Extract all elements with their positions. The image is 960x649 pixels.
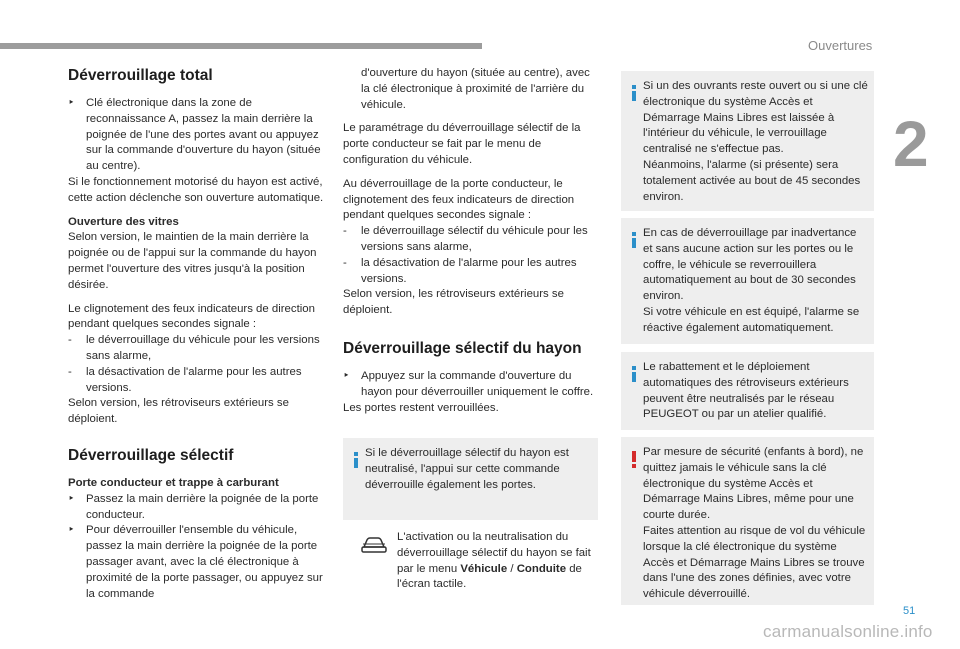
subheading-driver-door: Porte conducteur et trappe à carburant — [68, 476, 279, 489]
heading-selective-tailgate: Déverrouillage sélectif du hayon — [343, 339, 582, 357]
list-item: - le déverrouillage sélectif du véhicule pour les versions sans alarme, — [343, 225, 588, 253]
arrow-bullet-icon: ‣ — [343, 369, 350, 382]
paragraph: d'ouverture du hayon (située au centre), avec la clé électronique à proximité de l'arrière du véhicule. — [361, 67, 590, 111]
paragraph: Selon version, les rétroviseurs extérieurs se déploient. — [343, 288, 564, 317]
info-icon — [631, 366, 637, 382]
list-item: ‣ Clé électronique dans la zone de reconnaissance A, passez la main derrière la poignée de l'une des portes avant ou appuyez sur la commande d'ouverture du hayon (située au centre). — [68, 97, 321, 173]
chapter-number: 2 — [893, 108, 929, 180]
paragraph: Les portes restent verrouillées. — [343, 401, 499, 414]
info-icon — [353, 452, 359, 468]
car-icon — [360, 534, 388, 556]
paragraph: Au déverrouillage de la porte conducteur, le clignotement des feux indicateurs de direction pendant quelques secondes signale : — [343, 177, 575, 222]
touchscreen-note: L'activation ou la neutralisation du déverrouillage sélectif du hayon se fait par le menu Véhicule / Conduite de l'écran tactile. — [397, 531, 591, 591]
warning-icon — [631, 451, 637, 467]
list-item: ‣ Passez la main derrière la poignée de la porte conducteur. — [68, 492, 319, 521]
arrow-bullet-icon: ‣ — [68, 97, 75, 109]
column-left — [68, 66, 324, 602]
column-middle — [343, 66, 599, 416]
arrow-bullet-icon: ‣ — [68, 492, 75, 505]
arrow-bullet-icon: ‣ — [68, 524, 75, 537]
header-bar — [0, 43, 482, 49]
paragraph: Si le fonctionnement motorisé du hayon est activé, cette action déclenche son ouverture automatique. — [68, 175, 324, 204]
paragraph: Selon version, le maintien de la main derrière la poignée ou de l'appui sur la commande du hayon permet l'ouverture des vitres jusqu'à la position désirée. — [68, 231, 317, 291]
list-item: - la désactivation de l'alarme pour les autres versions. — [343, 256, 577, 285]
watermark: carmanualsonline.info — [763, 622, 933, 641]
subheading-windows: Ouverture des vitres — [68, 215, 179, 228]
page-number: 51 — [903, 605, 916, 617]
list-item: ‣ Pour déverrouiller l'ensemble du véhicule, passez la main derrière la poignée de la porte passager avant, avec la clé électronique à proximité de la porte passager, ou appuyez sur la commande — [68, 524, 323, 600]
info-note-mirrors: Le rabattement et le déploiement automatiques des rétroviseurs extérieurs peuvent être neutralisés par le réseau PEUGEOT ou par un atelier qualifié. — [621, 352, 874, 430]
heading-selective-unlock: Déverrouillage sélectif — [68, 446, 234, 464]
info-note-locking: Si un des ouvrants reste ouvert ou si une clé électronique du système Accès et Démarrage Mains Libres est laissée à l'intérieur du véhicule, le verrouillage centralisé ne s'effectue pas. Néanmoins, l'alarme (si présente) sera totalement activée au bout de 45 secondes environ. — [621, 71, 874, 211]
warning-note-safety: Par mesure de sécurité (enfants à bord), ne quittez jamais le véhicule sans la clé électronique du système Accès et Démarrage Mains Libres, même pour une courte durée. Faites attention au risque de vol du véhicule lorsque la clé électronique du système Accès et Démarrage Mains Libres se trouve dans l'une des zones définies, avec votre véhicule déverrouillé. — [621, 437, 874, 605]
paragraph: Le clignotement des feux indicateurs de direction pendant quelques secondes signale : — [68, 302, 315, 331]
section-title: Ouvertures — [808, 38, 873, 53]
list-item: - la désactivation de l'alarme pour les autres versions. — [68, 365, 302, 394]
paragraph: Selon version, les rétroviseurs extérieurs se déploient. — [68, 397, 289, 426]
heading-total-unlock: Déverrouillage total — [68, 67, 213, 84]
info-note-tailgate: Si le déverrouillage sélectif du hayon est neutralisé, l'appui sur cette commande déverrouille également les portes. — [343, 438, 598, 520]
info-icon — [631, 85, 637, 101]
paragraph: Le paramétrage du déverrouillage sélectif de la porte conducteur se fait par le menu de configuration du véhicule. — [343, 122, 581, 166]
list-item: - le déverrouillage du véhicule pour les versions sans alarme, — [68, 334, 320, 362]
info-note-relock: En cas de déverrouillage par inadvertance et sans aucune action sur les portes ou le coffre, le véhicule se reverrouillera automatiquement au bout de 30 secondes environ. Si votre véhicule en est équipé, l'alarme se réactive également automatiquement. — [621, 218, 874, 344]
list-item: ‣ Appuyez sur la commande d'ouverture du hayon pour déverrouiller uniquement le coffre. — [343, 369, 594, 398]
info-icon — [631, 232, 637, 248]
